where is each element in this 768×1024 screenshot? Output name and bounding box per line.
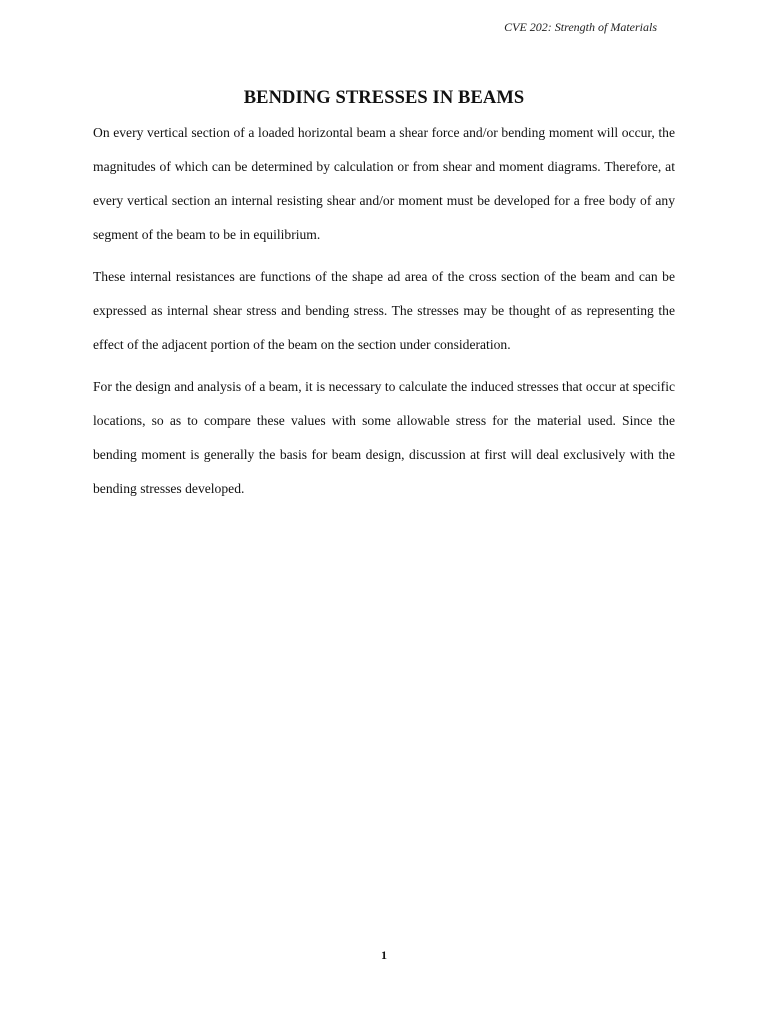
document-title: BENDING STRESSES IN BEAMS — [243, 88, 525, 108]
document-body — [93, 116, 675, 514]
paragraph-3: For the design and analysis of a beam, it is necessary to calculate the induced stresses that occur at specific locations, so as to compare these values with some allowable stress for the material used. Since the bending moment is generally the basis for beam design, discussion at first will deal exclusively with the bending stresses developed. — [93, 379, 675, 496]
paragraph-2: These internal resistances are functions of the shape ad area of the cross section of the beam and can be expressed as internal shear stress and bending stress. The stresses may be thought of as representing the effect of the adjacent portion of the beam on the section under consideration. — [93, 269, 675, 352]
page-number: 1 — [381, 948, 387, 962]
paragraph-1: On every vertical section of a loaded horizontal beam a shear force and/or bending moment will occur, the magnitudes of which can be determined by calculation or from shear and moment diagrams. Therefore, at every vertical section an internal resisting shear and/or moment must be developed for a free body of any segment of the beam to be in equilibrium. — [93, 125, 675, 242]
running-header: CVE 202: Strength of Materials — [504, 20, 657, 34]
